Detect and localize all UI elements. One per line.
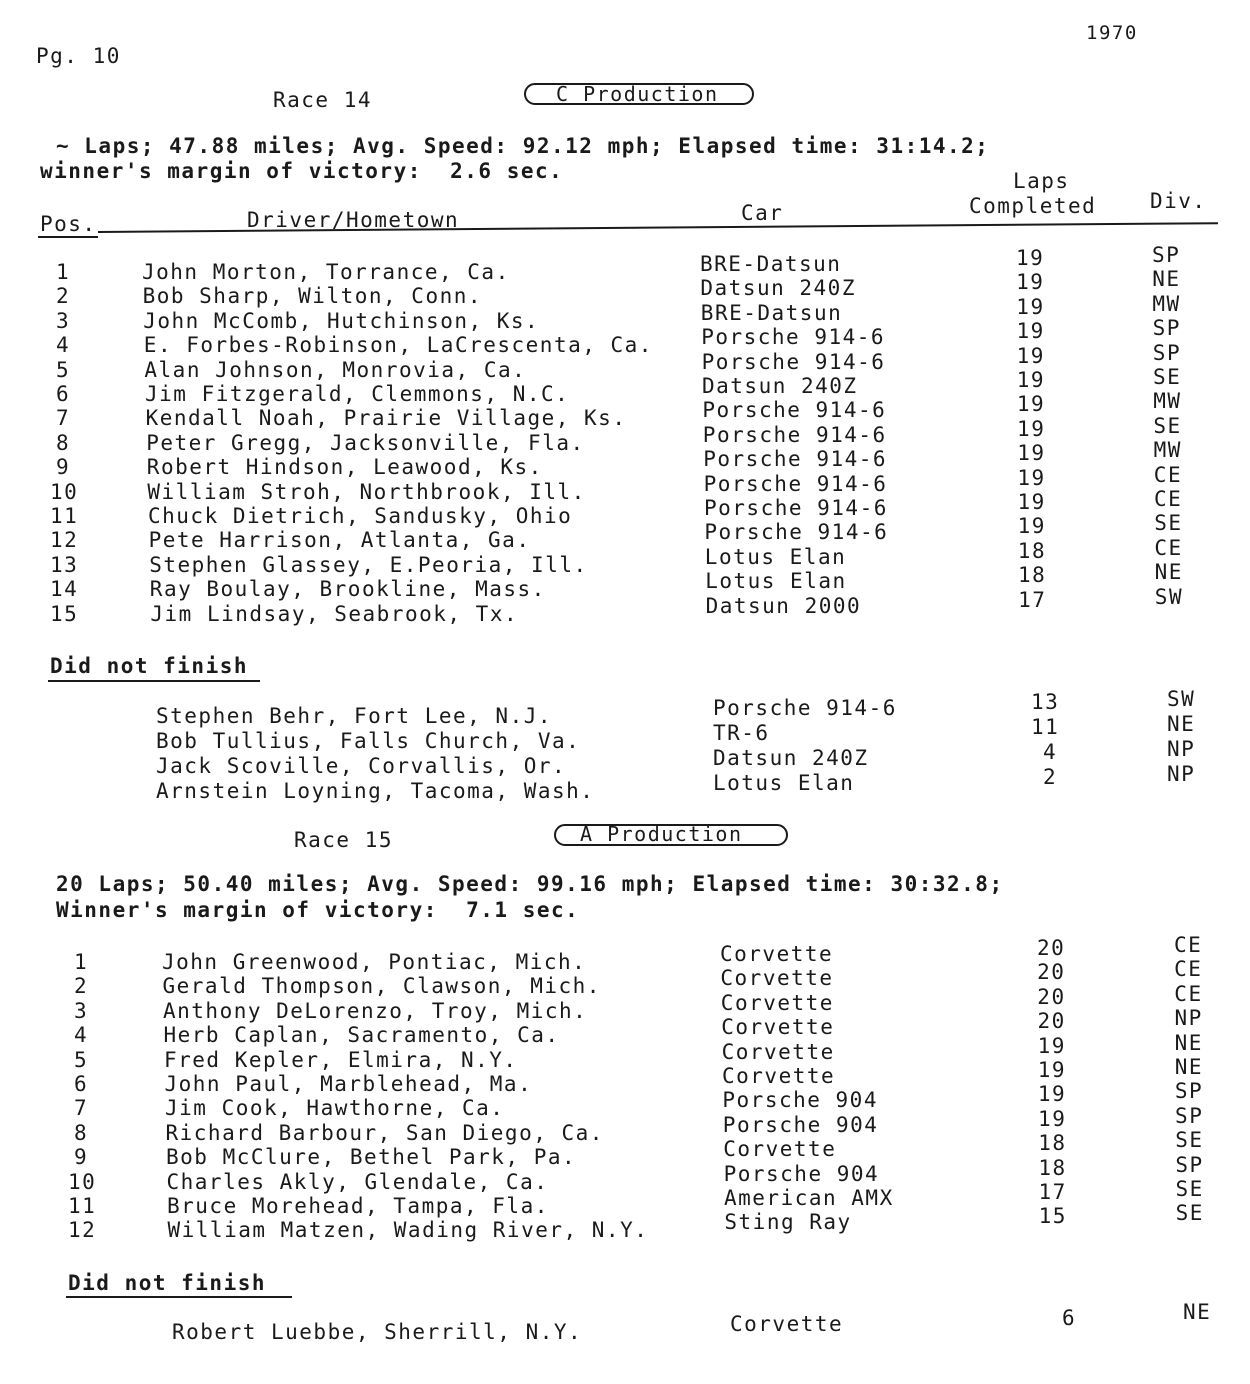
division-cell: SE bbox=[1175, 1128, 1204, 1153]
driver-hometown-cell: Robert Hindson, Leawood, Ks. bbox=[146, 455, 543, 480]
laps-cell: 2 bbox=[1043, 765, 1058, 789]
race15-dnf-underline bbox=[66, 1296, 292, 1298]
division-cell: SE bbox=[1154, 511, 1183, 536]
position-cell: 5 bbox=[74, 1047, 89, 1072]
division-cell: NE bbox=[1174, 1030, 1203, 1055]
position-cell: 7 bbox=[74, 1096, 89, 1121]
race15-title: Race 15 bbox=[294, 828, 394, 852]
car-cell: Sting Ray bbox=[724, 1210, 852, 1235]
driver-hometown-cell: John Morton, Torrance, Ca. bbox=[142, 260, 510, 284]
position-cell: 4 bbox=[74, 1023, 89, 1048]
laps-cell: 20 bbox=[1037, 936, 1066, 960]
position-cell: 7 bbox=[56, 406, 71, 431]
position-cell: 1 bbox=[74, 950, 89, 974]
car-cell: Porsche 914-6 bbox=[713, 696, 897, 720]
car-cell: Porsche 904 bbox=[722, 1088, 878, 1113]
driver-hometown-cell: Bruce Morehead, Tampa, Fla. bbox=[167, 1194, 549, 1218]
division-cell: SE bbox=[1153, 365, 1182, 389]
race15-class: A Production bbox=[580, 822, 743, 846]
driver-hometown-cell: Bob McClure, Bethel Park, Pa. bbox=[166, 1145, 577, 1170]
driver-hometown-cell: Alan Johnson, Monrovia, Ca. bbox=[144, 357, 527, 382]
position-cell: 12 bbox=[68, 1218, 97, 1243]
driver-hometown-cell: Anthony DeLorenzo, Troy, Mich. bbox=[163, 998, 588, 1023]
driver-hometown-cell: Jim Cook, Hawthorne, Ca. bbox=[165, 1096, 505, 1121]
header-laps-line2: Completed bbox=[969, 194, 1097, 218]
laps-cell: 4 bbox=[1043, 740, 1058, 764]
car-cell: Corvette bbox=[720, 966, 834, 991]
division-cell: SW bbox=[1154, 584, 1184, 609]
laps-cell: 19 bbox=[1017, 514, 1046, 539]
division-cell: MW bbox=[1153, 438, 1182, 463]
position-cell: 6 bbox=[74, 1072, 89, 1096]
division-cell: SP bbox=[1152, 316, 1181, 341]
laps-cell: 18 bbox=[1017, 563, 1047, 588]
position-cell: 11 bbox=[68, 1194, 97, 1218]
driver-hometown-cell: Stephen Behr, Fort Lee, N.J. bbox=[156, 704, 553, 728]
laps-cell: 19 bbox=[1016, 270, 1045, 295]
race15-dnf-title: Did not finish bbox=[68, 1271, 267, 1295]
driver-hometown-cell: John Paul, Marblehead, Ma. bbox=[164, 1072, 533, 1096]
laps-cell: 19 bbox=[1016, 294, 1045, 319]
laps-cell: 19 bbox=[1017, 441, 1046, 466]
driver-hometown-cell: William Matzen, Wading River, N.Y. bbox=[167, 1218, 649, 1243]
division-cell: MW bbox=[1152, 291, 1181, 316]
position-cell: 11 bbox=[50, 504, 79, 528]
car-cell: Porsche 914-6 bbox=[703, 471, 888, 496]
division-cell: NE bbox=[1167, 712, 1196, 736]
division-cell: CE bbox=[1153, 462, 1183, 487]
division-cell: SE bbox=[1175, 1201, 1204, 1226]
laps-cell: 19 bbox=[1038, 1106, 1067, 1131]
laps-cell: 19 bbox=[1037, 1082, 1067, 1107]
header-laps-line1: Laps bbox=[1013, 169, 1070, 193]
position-cell: 10 bbox=[50, 479, 79, 504]
laps-cell: 19 bbox=[1017, 416, 1046, 441]
position-cell: 1 bbox=[56, 260, 71, 284]
car-cell: Datsun 240Z bbox=[700, 276, 856, 301]
driver-hometown-cell: Stephen Glassey, E.Peoria, Ill. bbox=[149, 552, 588, 577]
driver-hometown-cell: Chuck Dietrich, Sandusky, Ohio bbox=[148, 504, 573, 528]
driver-hometown-cell: Fred Kepler, Elmira, N.Y. bbox=[164, 1047, 518, 1072]
header-pos-underline bbox=[38, 236, 98, 238]
car-cell: Porsche 914-6 bbox=[701, 325, 886, 350]
car-cell: American AMX bbox=[724, 1186, 894, 1210]
driver-hometown-cell: Bob Sharp, Wilton, Conn. bbox=[142, 284, 483, 309]
car-cell: Datsun 240Z bbox=[713, 746, 869, 770]
car-cell: Porsche 914-6 bbox=[701, 349, 886, 374]
laps-cell: 11 bbox=[1031, 715, 1060, 739]
car-cell: Datsun 2000 bbox=[705, 593, 862, 618]
page-number: Pg. 10 bbox=[36, 44, 121, 68]
car-cell: Lotus Elan bbox=[704, 544, 847, 569]
position-cell: 9 bbox=[74, 1145, 89, 1170]
position-cell: 8 bbox=[56, 430, 71, 455]
division-cell: NP bbox=[1167, 737, 1196, 761]
laps-cell: 19 bbox=[1016, 343, 1045, 368]
driver-hometown-cell: Ray Boulay, Brookline, Mass. bbox=[149, 577, 546, 602]
laps-cell: 17 bbox=[1038, 1180, 1067, 1204]
division-cell: CE bbox=[1174, 933, 1203, 957]
car-cell: Corvette bbox=[721, 1015, 835, 1040]
table-row bbox=[0, 243, 1250, 286]
driver-hometown-cell: Jim Lindsay, Seabrook, Tx. bbox=[150, 601, 519, 626]
division-cell: NE bbox=[1152, 267, 1181, 292]
race14-title: Race 14 bbox=[273, 88, 373, 112]
division-cell: SE bbox=[1153, 413, 1182, 438]
laps-cell: 19 bbox=[1016, 392, 1046, 417]
division-cell: SP bbox=[1174, 1079, 1204, 1104]
car-cell: Corvette bbox=[723, 1137, 837, 1162]
driver-hometown-cell: Kendall Noah, Prairie Village, Ks. bbox=[145, 406, 627, 431]
division-cell: NP bbox=[1174, 1006, 1203, 1031]
car-cell: TR-6 bbox=[713, 721, 770, 745]
division-cell: CE bbox=[1154, 487, 1183, 511]
division-cell: SP bbox=[1175, 1103, 1204, 1128]
header-car: Car bbox=[741, 201, 784, 225]
car-cell: BRE-Datsun bbox=[700, 252, 842, 276]
laps-cell: 19 bbox=[1037, 1058, 1067, 1082]
laps-cell: 19 bbox=[1017, 490, 1046, 514]
laps-cell: 19 bbox=[1016, 368, 1046, 392]
division-cell: SE bbox=[1175, 1177, 1204, 1201]
driver-hometown-cell: Pete Harrison, Atlanta, Ga. bbox=[148, 528, 531, 553]
position-cell: 5 bbox=[56, 357, 71, 382]
laps-cell: 18 bbox=[1017, 538, 1047, 563]
car-cell: Datsun 240Z bbox=[702, 374, 858, 398]
position-cell: 3 bbox=[56, 308, 71, 333]
division-cell: SP bbox=[1152, 340, 1182, 365]
position-cell: 13 bbox=[50, 552, 79, 577]
driver-hometown-cell: Jim Fitzgerald, Clemmons, N.C. bbox=[145, 382, 570, 406]
laps-cell: 13 bbox=[1031, 690, 1060, 714]
driver-hometown-cell: E. Forbes-Robinson, LaCrescenta, Ca. bbox=[143, 333, 653, 358]
driver-hometown-cell: John McComb, Hutchinson, Ks. bbox=[143, 308, 540, 333]
division-cell: CE bbox=[1154, 535, 1183, 560]
position-cell: 8 bbox=[74, 1120, 89, 1145]
division-cell: NP bbox=[1167, 762, 1196, 786]
laps-cell: 6 bbox=[1062, 1306, 1077, 1330]
laps-cell: 20 bbox=[1037, 984, 1066, 1009]
division-cell: SW bbox=[1167, 687, 1196, 711]
race14-dnf-underline bbox=[48, 680, 260, 682]
header-driver: Driver/Hometown bbox=[247, 208, 460, 232]
position-cell: 2 bbox=[56, 284, 71, 309]
race14-dnf-title: Did not finish bbox=[50, 654, 249, 678]
year: 1970 bbox=[1086, 22, 1138, 44]
laps-cell: 19 bbox=[1016, 246, 1045, 270]
driver-hometown-cell: Robert Luebbe, Sherrill, N.Y. bbox=[172, 1320, 583, 1344]
position-cell: 10 bbox=[68, 1169, 97, 1194]
driver-hometown-cell: Jack Scoville, Corvallis, Or. bbox=[156, 754, 567, 778]
position-cell: 4 bbox=[56, 333, 71, 358]
car-cell: BRE-Datsun bbox=[700, 300, 843, 325]
laps-cell: 19 bbox=[1037, 1033, 1066, 1058]
laps-cell: 20 bbox=[1037, 960, 1066, 985]
race15-summary-line1: 20 Laps; 50.40 miles; Avg. Speed: 99.16 mph; Elapsed time: 30:32.8; bbox=[56, 872, 1004, 896]
header-div: Div. bbox=[1150, 189, 1207, 213]
driver-hometown-cell: Herb Caplan, Sacramento, Ca. bbox=[163, 1023, 560, 1048]
laps-cell: 19 bbox=[1017, 465, 1046, 490]
division-cell: CE bbox=[1174, 957, 1203, 982]
position-cell: 12 bbox=[50, 528, 79, 553]
laps-cell: 17 bbox=[1018, 587, 1047, 612]
driver-hometown-cell: Peter Gregg, Jacksonville, Fla. bbox=[146, 430, 585, 455]
division-cell: MW bbox=[1153, 389, 1182, 414]
car-cell: Corvette bbox=[721, 1039, 835, 1064]
laps-cell: 20 bbox=[1037, 1009, 1066, 1034]
laps-cell: 19 bbox=[1016, 319, 1045, 344]
car-cell: Porsche 914-6 bbox=[702, 422, 887, 447]
position-cell: 3 bbox=[74, 998, 89, 1023]
position-cell: 6 bbox=[56, 382, 71, 406]
driver-hometown-cell: Charles Akly, Glendale, Ca. bbox=[166, 1169, 549, 1194]
header-pos: Pos. bbox=[40, 212, 97, 236]
division-cell: NE bbox=[1174, 1055, 1204, 1079]
car-cell: Porsche 914-6 bbox=[704, 520, 889, 545]
race14-class: C Production bbox=[556, 82, 719, 106]
car-cell: Corvette bbox=[730, 1312, 844, 1336]
laps-cell: 15 bbox=[1038, 1204, 1067, 1229]
position-cell: 9 bbox=[56, 455, 71, 480]
car-cell: Lotus Elan bbox=[705, 569, 847, 594]
division-cell: SP bbox=[1152, 243, 1181, 267]
position-cell: 15 bbox=[50, 601, 79, 626]
laps-cell: 18 bbox=[1038, 1155, 1067, 1180]
car-cell: Porsche 904 bbox=[722, 1112, 879, 1137]
driver-hometown-cell: Bob Tullius, Falls Church, Va. bbox=[156, 729, 581, 753]
laps-cell: 18 bbox=[1038, 1131, 1067, 1156]
driver-hometown-cell: Richard Barbour, San Diego, Ca. bbox=[165, 1120, 604, 1145]
race15-summary-line2: Winner's margin of victory: 7.1 sec. bbox=[56, 898, 580, 922]
car-cell: Porsche 914-6 bbox=[704, 496, 888, 520]
driver-hometown-cell: John Greenwood, Pontiac, Mich. bbox=[162, 950, 587, 974]
table-row bbox=[0, 687, 1250, 730]
car-cell: Corvette bbox=[720, 990, 834, 1015]
table-row bbox=[0, 1300, 1250, 1346]
division-cell: NE bbox=[1154, 560, 1183, 585]
driver-hometown-cell: Gerald Thompson, Clawson, Mich. bbox=[162, 974, 601, 999]
position-cell: 2 bbox=[74, 974, 89, 999]
driver-hometown-cell: Arnstein Loyning, Tacoma, Wash. bbox=[156, 779, 595, 803]
car-cell: Porsche 914-6 bbox=[702, 398, 887, 423]
race14-summary-line1: ~ Laps; 47.88 miles; Avg. Speed: 92.12 mph; Elapsed time: 31:14.2; bbox=[56, 134, 990, 158]
car-cell: Lotus Elan bbox=[713, 771, 855, 795]
car-cell: Porsche 904 bbox=[723, 1161, 880, 1186]
race14-summary-line2: winner's margin of victory: 2.6 sec. bbox=[40, 159, 564, 183]
car-cell: Corvette bbox=[720, 942, 834, 966]
division-cell: CE bbox=[1174, 981, 1203, 1006]
driver-hometown-cell: William Stroh, Northbrook, Ill. bbox=[147, 479, 586, 504]
division-cell: SP bbox=[1175, 1152, 1204, 1177]
division-cell: NE bbox=[1183, 1300, 1212, 1324]
car-cell: Corvette bbox=[722, 1064, 836, 1088]
position-cell: 14 bbox=[50, 577, 79, 602]
car-cell: Porsche 914-6 bbox=[703, 447, 888, 472]
